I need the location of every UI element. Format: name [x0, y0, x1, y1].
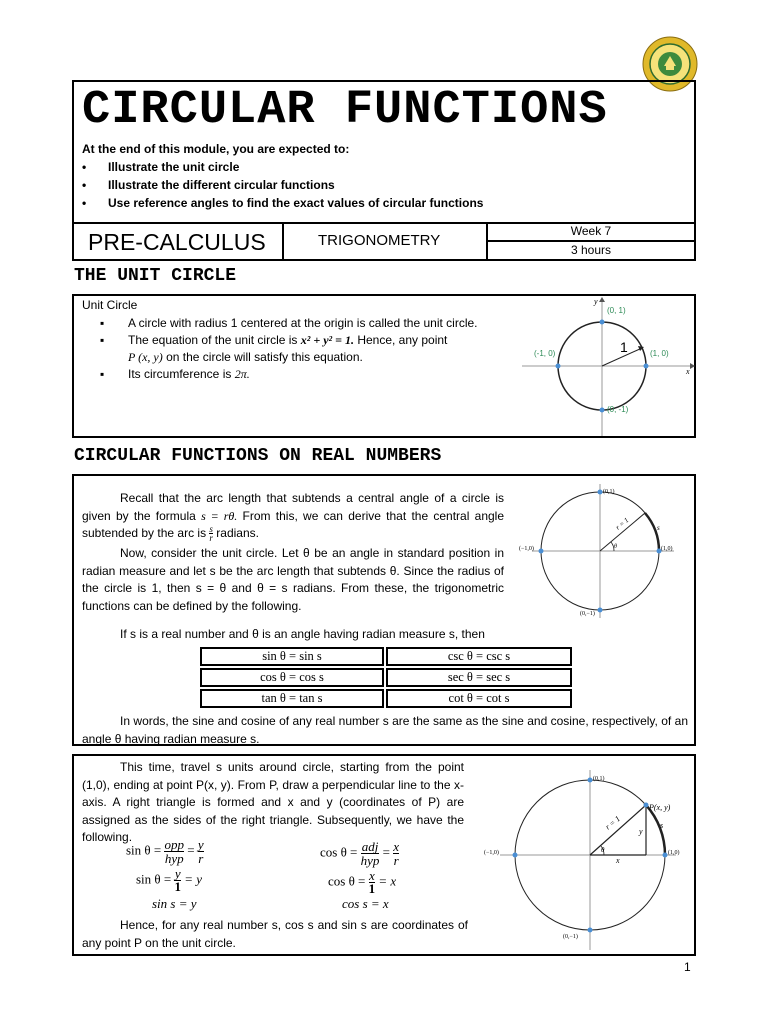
header-box	[72, 80, 696, 261]
point	[600, 320, 605, 325]
paragraph-real-number: If s is a real number and θ is an angle having radian measure s, then	[120, 627, 485, 641]
cell-divider-1	[282, 222, 284, 261]
table-cell: sec θ = sec s	[386, 668, 572, 687]
svg-text:x: x	[616, 856, 620, 865]
paragraph-travel: This time, travel s units around circle, starting from the point (1,0), ending at point P(x, y). From P, draw a perpendicular line to the x-axis. A right triangle is formed and x and y (coordinates of P) are assigned as the sides of the right triangle. Subsequently, we have the following.	[82, 760, 464, 844]
bullet-item: ▪ The equation of the unit circle is x² + y² = 1. Hence, any point P (x, y) on the circle will satisfy this equation.	[100, 333, 448, 364]
svg-text:(−1,0): (−1,0)	[519, 546, 534, 552]
label-bottom: (0, -1)	[607, 405, 629, 414]
paragraph-hence: Hence, for any real number s, cos s and sin s are coordinates of any point P on the unit circle.	[82, 918, 468, 950]
unit-circle-bullets	[94, 315, 514, 383]
label-right: (1, 0)	[650, 349, 669, 358]
objective-item: • Use reference angles to find the exact values of circular functions	[82, 196, 484, 210]
section-heading-circular-functions: CIRCULAR FUNCTIONS ON REAL NUMBERS	[74, 446, 442, 466]
subject-label: PRE-CALCULUS	[88, 229, 266, 255]
unit-circle-figure	[514, 296, 696, 438]
point	[556, 364, 561, 369]
table-cell: cot θ = cot s	[386, 689, 572, 708]
table-cell: sin θ = sin s	[200, 647, 384, 666]
radius-label: 1	[620, 339, 628, 355]
unit-circle-box	[72, 294, 696, 438]
equation-cos-1: cos θ = adj hyp = $\frac{x}{r}$	[320, 839, 400, 868]
bullet-item: ▪ Its circumference is 2π.	[100, 367, 250, 381]
svg-text:θ: θ	[614, 544, 617, 550]
table-cell: csc θ = csc s	[386, 647, 572, 666]
arc-length-figure	[514, 482, 694, 624]
table-cell: tan θ = tan s	[200, 689, 384, 708]
svg-text:P(x, y): P(x, y)	[649, 803, 671, 812]
svg-text:s: s	[660, 821, 664, 830]
svg-text:s: s	[657, 524, 660, 532]
bullet-item: ▪ A circle with radius 1 centered at the origin is called the unit circle.	[100, 316, 478, 330]
paragraph-in-words: In words, the sine and cosine of any real number s are the same as the sine and cosine, respectively, of an angle θ having radian measure s.	[82, 714, 688, 746]
equation-sin-1: sin θ = opp hyp = $\frac{y}{r}$	[126, 837, 204, 866]
paragraph-unit-circle: Now, consider the unit circle. Let θ be an angle in standard position in radian measure and let s be the arc length that subtends θ. Since the radius of the circle is 1, then s = θ and θ = s radians. From these, the trigonometric functions can be defined by the following.	[82, 546, 504, 613]
label-left: (-1, 0)	[534, 349, 556, 358]
objectives-list	[82, 160, 483, 214]
svg-text:(0,−1): (0,−1)	[580, 611, 595, 617]
svg-text:(1,0): (1,0)	[668, 850, 680, 856]
svg-text:(−1,0): (−1,0)	[484, 850, 499, 856]
svg-text:(0,−1): (0,−1)	[563, 934, 578, 940]
section-heading-unit-circle: THE UNIT CIRCLE	[74, 266, 237, 286]
coordinates-box	[72, 754, 696, 956]
svg-text:θ: θ	[601, 846, 605, 854]
svg-text:r = 1: r = 1	[603, 814, 622, 832]
week-label: Week 7	[570, 224, 612, 238]
equation-cos-3: cos s = x	[342, 896, 389, 911]
paragraph-arc-length: Recall that the arc length that subtends a central angle of a circle is given by the formula s = rθ. From this, we can derive that the central angle subtended by the arc is $\frac{s}{r}$ radians.	[82, 491, 505, 544]
svg-text:y: y	[639, 827, 643, 836]
page-title: CIRCULAR FUNCTIONS	[82, 84, 608, 137]
cell-divider-3	[488, 240, 694, 242]
hours-label: 3 hours	[570, 243, 612, 257]
objective-item: • Illustrate the unit circle	[82, 160, 240, 174]
equation-sin-3: sin s = y	[152, 896, 197, 911]
page-number: 1	[684, 960, 691, 974]
circular-functions-box	[72, 474, 696, 746]
sine-equations	[126, 838, 204, 912]
svg-text:r = 1: r = 1	[614, 516, 631, 532]
objectives-intro: At the end of this module, you are expected to:	[82, 142, 350, 156]
x-axis-label: x	[686, 367, 690, 376]
svg-text:(0,1): (0,1)	[593, 776, 605, 782]
point	[600, 408, 605, 413]
y-axis-label: y	[594, 297, 598, 306]
point	[644, 364, 649, 369]
cosine-equations	[320, 840, 399, 912]
arc-s	[645, 513, 659, 551]
coordinates-figure	[480, 768, 694, 952]
svg-text:(1,0): (1,0)	[661, 546, 673, 552]
objective-item: • Illustrate the different circular functions	[82, 178, 335, 192]
equation-sin-2: $\sin \theta = \frac{y}{1}$ = y	[136, 866, 203, 894]
label-top: (0, 1)	[607, 306, 626, 315]
table-cell: cos θ = cos s	[200, 668, 384, 687]
equation-cos-2: $\cos \theta = \frac{x}{1}$ = x	[328, 868, 397, 896]
topic-label: TRIGONOMETRY	[318, 232, 441, 249]
svg-text:(0,1): (0,1)	[603, 489, 615, 495]
unit-circle-box-title: Unit Circle	[82, 298, 138, 312]
